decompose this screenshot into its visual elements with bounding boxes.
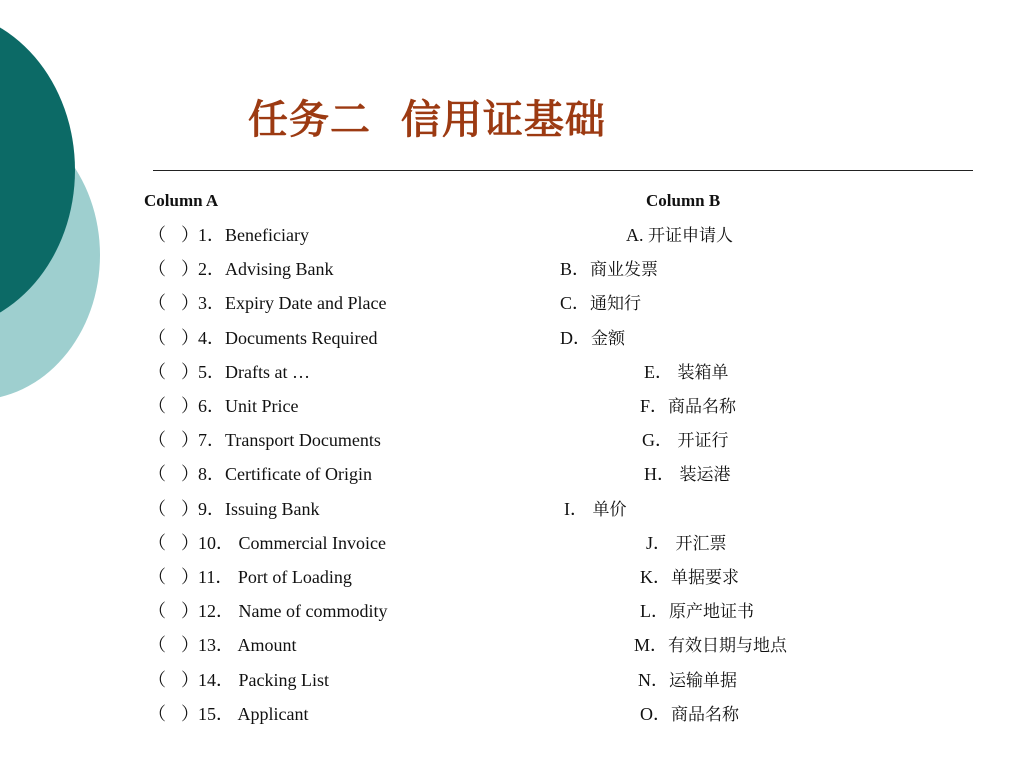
- column-b-letter: A.: [626, 225, 648, 245]
- column-b-option: [640, 702, 739, 727]
- matching-row: [0, 291, 1024, 315]
- column-b-text: 金额: [591, 328, 625, 349]
- answer-blank-open: （: [148, 327, 166, 348]
- column-b-letter: N．: [638, 669, 669, 690]
- matching-row: [0, 531, 1024, 555]
- column-a-term: 15． Applicant: [198, 703, 309, 724]
- column-b-option: [644, 360, 729, 385]
- column-b-letter: L．: [640, 601, 669, 622]
- column-b-option: [642, 428, 729, 453]
- answer-blank-close: ）: [181, 225, 199, 245]
- column-b-letter: G．: [642, 430, 678, 451]
- answer-blank-close: ）: [181, 396, 199, 416]
- column-b-text: 原产地证书: [669, 602, 754, 623]
- column-b-option: [646, 531, 727, 556]
- answer-blank-close: ）: [181, 532, 199, 553]
- column-b-letter: J．: [646, 532, 676, 553]
- column-b-letter: M．: [634, 635, 669, 656]
- column-b-letter: O．: [640, 703, 671, 724]
- column-b-letter: F．: [640, 396, 669, 416]
- column-b-option: [564, 497, 627, 522]
- answer-blank-close: ）: [181, 327, 199, 348]
- column-a-term: 11． Port of Loading: [198, 567, 352, 587]
- answer-blank-open: （: [148, 567, 166, 587]
- column-b-option: [640, 565, 739, 590]
- answer-blank-open: （: [148, 361, 166, 382]
- matching-row: [0, 599, 1024, 623]
- column-b-letter: H．: [644, 464, 680, 485]
- column-a-header: Column A: [144, 191, 219, 210]
- matching-row: [0, 223, 1024, 247]
- column-a-term: 2．Advising Bank: [198, 259, 334, 280]
- column-b-text: 开证行: [677, 431, 729, 452]
- column-a-term: 9．Issuing Bank: [198, 498, 320, 519]
- column-b-text: 商品名称: [671, 704, 739, 725]
- column-b-letter: C．: [560, 293, 591, 314]
- matching-row: [0, 326, 1024, 350]
- matching-row: [0, 565, 1024, 589]
- answer-blank-close: ）: [181, 601, 199, 622]
- answer-blank-close: ）: [181, 498, 199, 519]
- matching-row: [0, 360, 1024, 384]
- column-a-term: 6．Unit Price: [198, 396, 299, 416]
- matching-row: [0, 428, 1024, 452]
- answer-blank-open: （: [148, 635, 166, 656]
- column-b-text: 通知行: [590, 294, 642, 315]
- column-a-term: 3．Expiry Date and Place: [198, 293, 387, 314]
- answer-blank-close: ）: [181, 361, 199, 382]
- column-b-letter: D．: [560, 327, 591, 348]
- answer-blank-close: ）: [181, 259, 199, 280]
- column-a-term: 5．Drafts at …: [198, 361, 310, 382]
- column-a-term: 10． Commercial Invoice: [198, 532, 386, 553]
- column-a-term: 14． Packing List: [198, 669, 329, 690]
- column-b-option: [640, 394, 736, 419]
- answer-blank-open: （: [148, 225, 166, 245]
- matching-row: [0, 394, 1024, 418]
- column-b-text: 商业发票: [590, 260, 659, 281]
- answer-blank-open: （: [148, 259, 166, 280]
- column-a-term: 4．Documents Required: [198, 327, 378, 348]
- column-b-text: 单据要求: [671, 568, 739, 588]
- matching-row: [0, 497, 1024, 521]
- column-b-letter: K．: [640, 567, 671, 587]
- answer-blank-open: （: [148, 532, 166, 553]
- column-b-option: [560, 291, 641, 316]
- column-a-term: 12． Name of commodity: [198, 601, 388, 622]
- column-b-text: 装箱单: [677, 362, 729, 383]
- column-a-term: 13． Amount: [198, 635, 297, 656]
- column-b-text: 有效日期与地点: [668, 636, 788, 657]
- answer-blank-close: ）: [181, 703, 199, 724]
- column-b-letter: E．: [644, 361, 678, 382]
- matching-row: [0, 668, 1024, 692]
- answer-blank-open: （: [148, 669, 166, 690]
- answer-blank-close: ）: [181, 567, 199, 587]
- column-b-option: [644, 462, 731, 487]
- matching-row: [0, 462, 1024, 486]
- column-b-text: 单价: [592, 499, 627, 520]
- column-b-option: [638, 668, 737, 693]
- answer-blank-open: （: [148, 293, 166, 314]
- column-b-letter: I．: [564, 498, 593, 519]
- answer-blank-open: （: [148, 601, 166, 622]
- answer-blank-close: ）: [181, 635, 199, 656]
- column-a-term: 7．Transport Documents: [198, 430, 381, 451]
- answer-blank-open: （: [148, 703, 166, 724]
- answer-blank-open: （: [148, 430, 166, 451]
- column-b-option: [626, 223, 733, 248]
- column-b-option: [634, 633, 787, 658]
- column-b-option: [560, 326, 625, 351]
- column-b-text: 商品名称: [668, 397, 737, 417]
- answer-blank-open: （: [148, 498, 166, 519]
- answer-blank-close: ）: [181, 293, 199, 314]
- matching-row: [0, 633, 1024, 657]
- answer-blank-close: ）: [181, 464, 199, 485]
- matching-row: [0, 257, 1024, 281]
- answer-blank-open: （: [148, 396, 166, 416]
- answer-blank-open: （: [148, 464, 166, 485]
- title-divider: [153, 170, 973, 171]
- column-b-text: 开汇票: [675, 533, 727, 554]
- column-b-header: Column B: [646, 191, 721, 210]
- column-b-option: [640, 599, 754, 624]
- answer-blank-close: ）: [181, 430, 199, 451]
- slide-title: 任务二 信用证基础: [248, 97, 606, 143]
- matching-row: [0, 702, 1024, 726]
- column-a-term: 1．Beneficiary: [198, 225, 309, 245]
- column-b-text: 运输单据: [669, 670, 737, 691]
- column-a-term: 8．Certificate of Origin: [198, 464, 372, 485]
- column-b-option: [560, 257, 658, 282]
- column-b-text: 装运港: [679, 465, 731, 486]
- answer-blank-close: ）: [181, 669, 199, 690]
- column-b-text: 开证申请人: [648, 226, 733, 246]
- column-b-letter: B．: [560, 259, 591, 280]
